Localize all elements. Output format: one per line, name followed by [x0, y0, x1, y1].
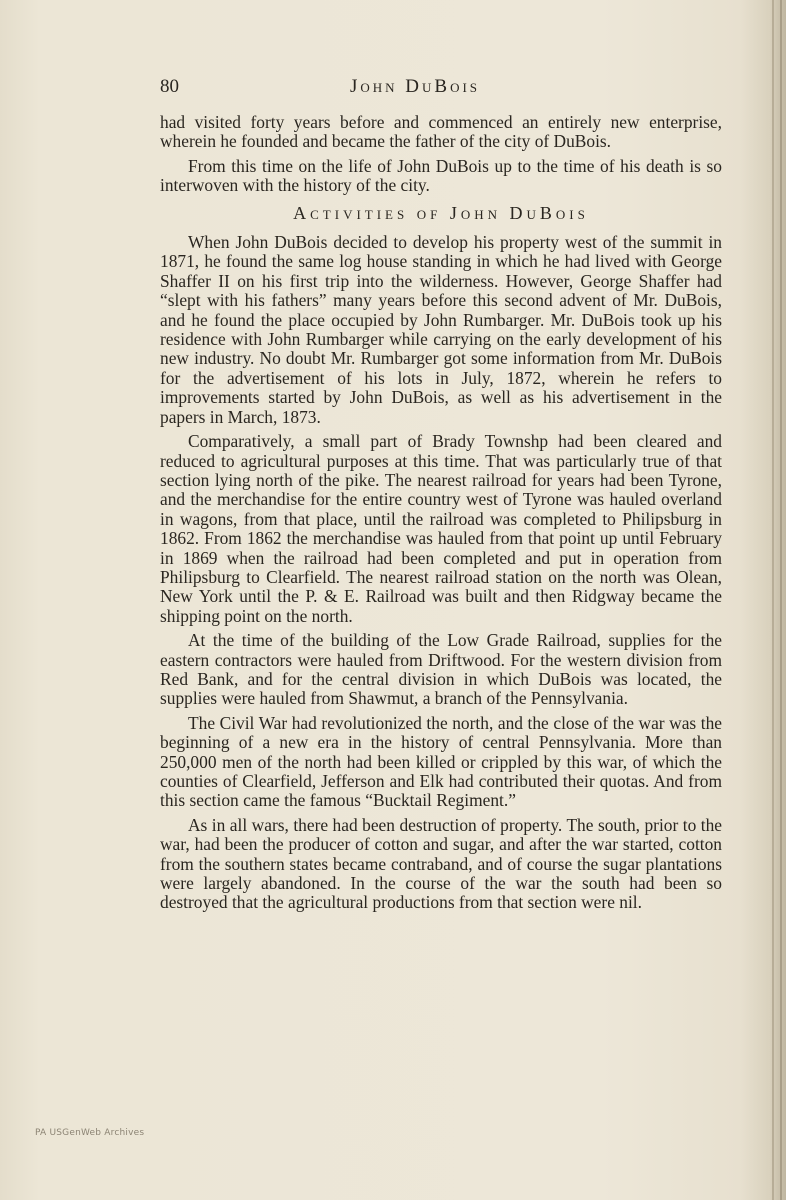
- running-head: John DuBois: [350, 76, 481, 97]
- paragraph: At the time of the building of the Low Grade Railroad, supplies for the eastern contractors were hauled from Driftwood. For the western division from Red Bank, and for the central division in which DuBois was located, the supplies were hauled from Shawmut, a branch of the Pennsylvania.: [160, 630, 722, 709]
- page-edge-shadow-outer: [780, 0, 782, 1200]
- paragraph: As in all wars, there had been destruction of property. The south, prior to the war, had been the producer of cotton and sugar, and after the war started, cotton from the southern states became contraband, and of course the sugar plantations were largely abandoned. In the course of the war the south had been so destroyed that the agricultural productions from that section were nil.: [160, 814, 722, 913]
- page-edge-shadow: [772, 0, 774, 1200]
- section-heading: Activities of John DuBois: [293, 202, 589, 223]
- paragraph: When John DuBois decided to develop his property west of the summit in 1871, he found the same log house standing in which he had lived with George Shaffer II on his first trip into the wilderness. However, George Shaffer had “slept with his fathers” many years before this second advent of Mr. DuBois, and he found the place occupied by John Rumbarger. Mr. DuBois took up his residence with John Rumbarger while carrying on the early development of his new industry. No doubt Mr. Rumbarger got some information from Mr. DuBois for the advertisement of his lots in July, 1872, wherein he refers to improvements started by John DuBois, as well as his advertisement in the papers in March, 1873.: [160, 232, 722, 427]
- archive-watermark: PA USGenWeb Archives: [35, 1128, 145, 1138]
- page-header: [160, 76, 720, 102]
- page-number: 80: [160, 76, 179, 97]
- body-text: [160, 113, 722, 918]
- paragraph: From this time on the life of John DuBois up to the time of his death is so interwoven with the history of the city.: [160, 155, 722, 196]
- paragraph: Comparatively, a small part of Brady Townshp had been cleared and reduced to agricultural purposes at this time. That was particularly true of that section lying north of the pike. The nearest railroad for years had been Tyrone, and the merchandise for the entire country west of Tyrone was hauled overland in wagons, from that place, until the railroad was completed to Philipsburg in 1862. From 1862 the merchandise was hauled from that point up until February in 1869 when the railroad had been completed and put in operation from Philipsburg to Clearfield. The nearest railroad station on the north was Olean, New York until the P. & E. Railroad was built and then Ridgway became the shipping point on the north.: [160, 431, 722, 626]
- paragraph: The Civil War had revolutionized the north, and the close of the war was the beginning of a new era in the history of central Pennsylvania. More than 250,000 men of the north had been killed or crippled by this war, of which the counties of Clearfield, Jefferson and Elk had contributed their quotas. And from this section came the famous “Bucktail Regiment.”: [160, 712, 722, 811]
- paragraph-continued: had visited forty years before and commenced an entirely new enterprise, wherein he founded and became the father of the city of DuBois.: [160, 112, 722, 152]
